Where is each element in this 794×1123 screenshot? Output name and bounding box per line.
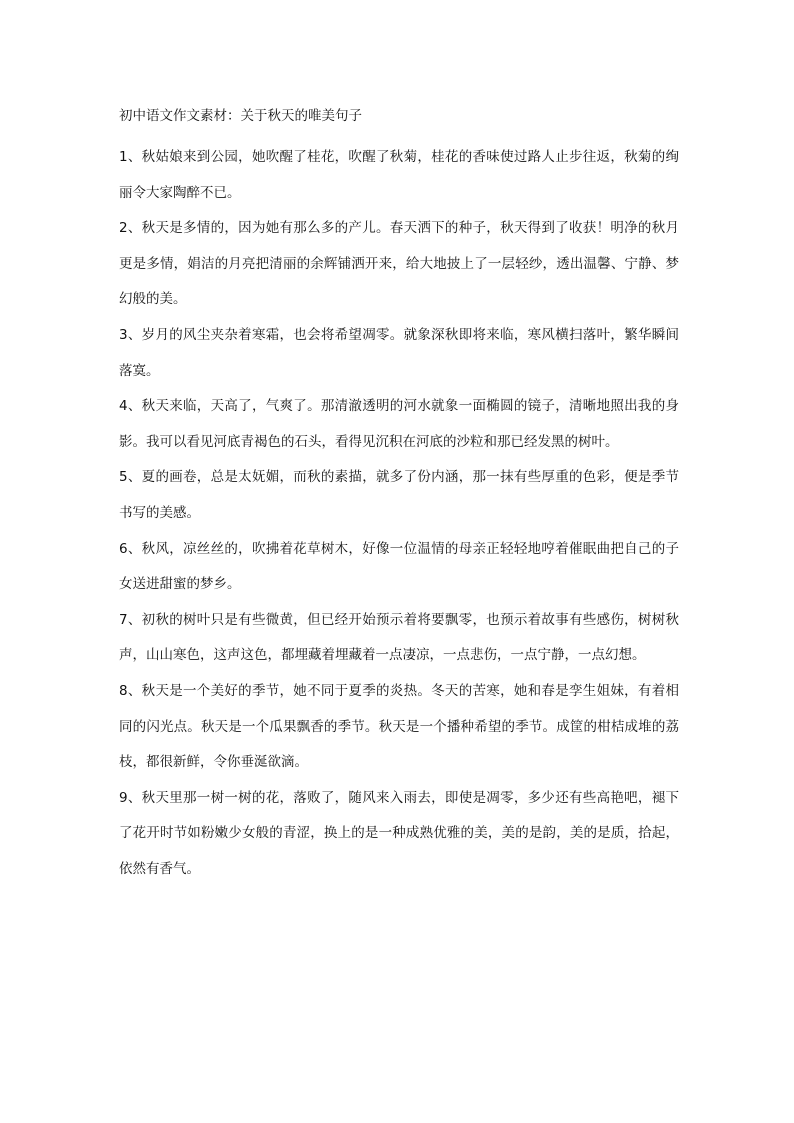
paragraph-9: 9、秋天里那一树一树的花，落败了，随风来入雨去，即使是凋零，多少还有些高艳吧，褪下了花开时节如粉嫩少女般的青涩，换上的是一种成熟优雅的美，美的是韵，美的是质，拾起，依然有香气。 <box>119 789 679 877</box>
paragraph-6: 6、秋风，凉丝丝的，吹拂着花草树木，好像一位温情的母亲正轻轻地哼着催眠曲把自己的子女送进甜蜜的梦乡。 <box>119 540 679 593</box>
paragraph-3: 3、岁月的风尘夹杂着寒霜，也会将希望凋零。就象深秋即将来临，寒风横扫落叶，繁华瞬间落寞。 <box>119 326 679 379</box>
paragraph-7: 7、初秋的树叶只是有些微黄，但已经开始预示着将要飘零，也预示着故事有些感伤，树树秋声，山山寒色，这声这色，都埋藏着埋藏着一点凄凉，一点悲伤，一点宁静，一点幻想。 <box>119 611 679 664</box>
document-page <box>119 99 679 887</box>
paragraph-4: 4、秋天来临，天高了，气爽了。那清澈透明的河水就象一面椭圆的镜子，清晰地照出我的身影。我可以看见河底青褐色的石头，看得见沉积在河底的沙粒和那已经发黑的树叶。 <box>119 398 679 450</box>
paragraph-5: 5、夏的画卷，总是太妩媚，而秋的素描，就多了份内涵，那一抹有些厚重的色彩，便是季节书写的美感。 <box>119 469 679 521</box>
document-title: 初中语文作文素材：关于秋天的唯美句子 <box>119 108 362 124</box>
paragraph-8: 8、秋天是一个美好的季节，她不同于夏季的炎热。冬天的苦寒，她和春是孪生姐妹，有着相同的闪光点。秋天是一个瓜果飘香的季节。秋天是一个播种希望的季节。成筐的柑桔成堆的荔枝，都很新鲜，令你垂涎欲滴。 <box>119 682 679 771</box>
paragraph-1: 1、秋姑娘来到公园，她吹醒了桂花，吹醒了秋菊，桂花的香味使过路人止步往返，秋菊的绚丽令大家陶醉不已。 <box>119 149 679 201</box>
paragraph-2: 2、秋天是多情的，因为她有那么多的产儿。春天洒下的种子，秋天得到了收获！明净的秋月更是多情，娟洁的月亮把清丽的余辉铺洒开来，给大地披上了一层轻纱，透出温馨、宁静、梦幻般的美。 <box>119 220 679 308</box>
